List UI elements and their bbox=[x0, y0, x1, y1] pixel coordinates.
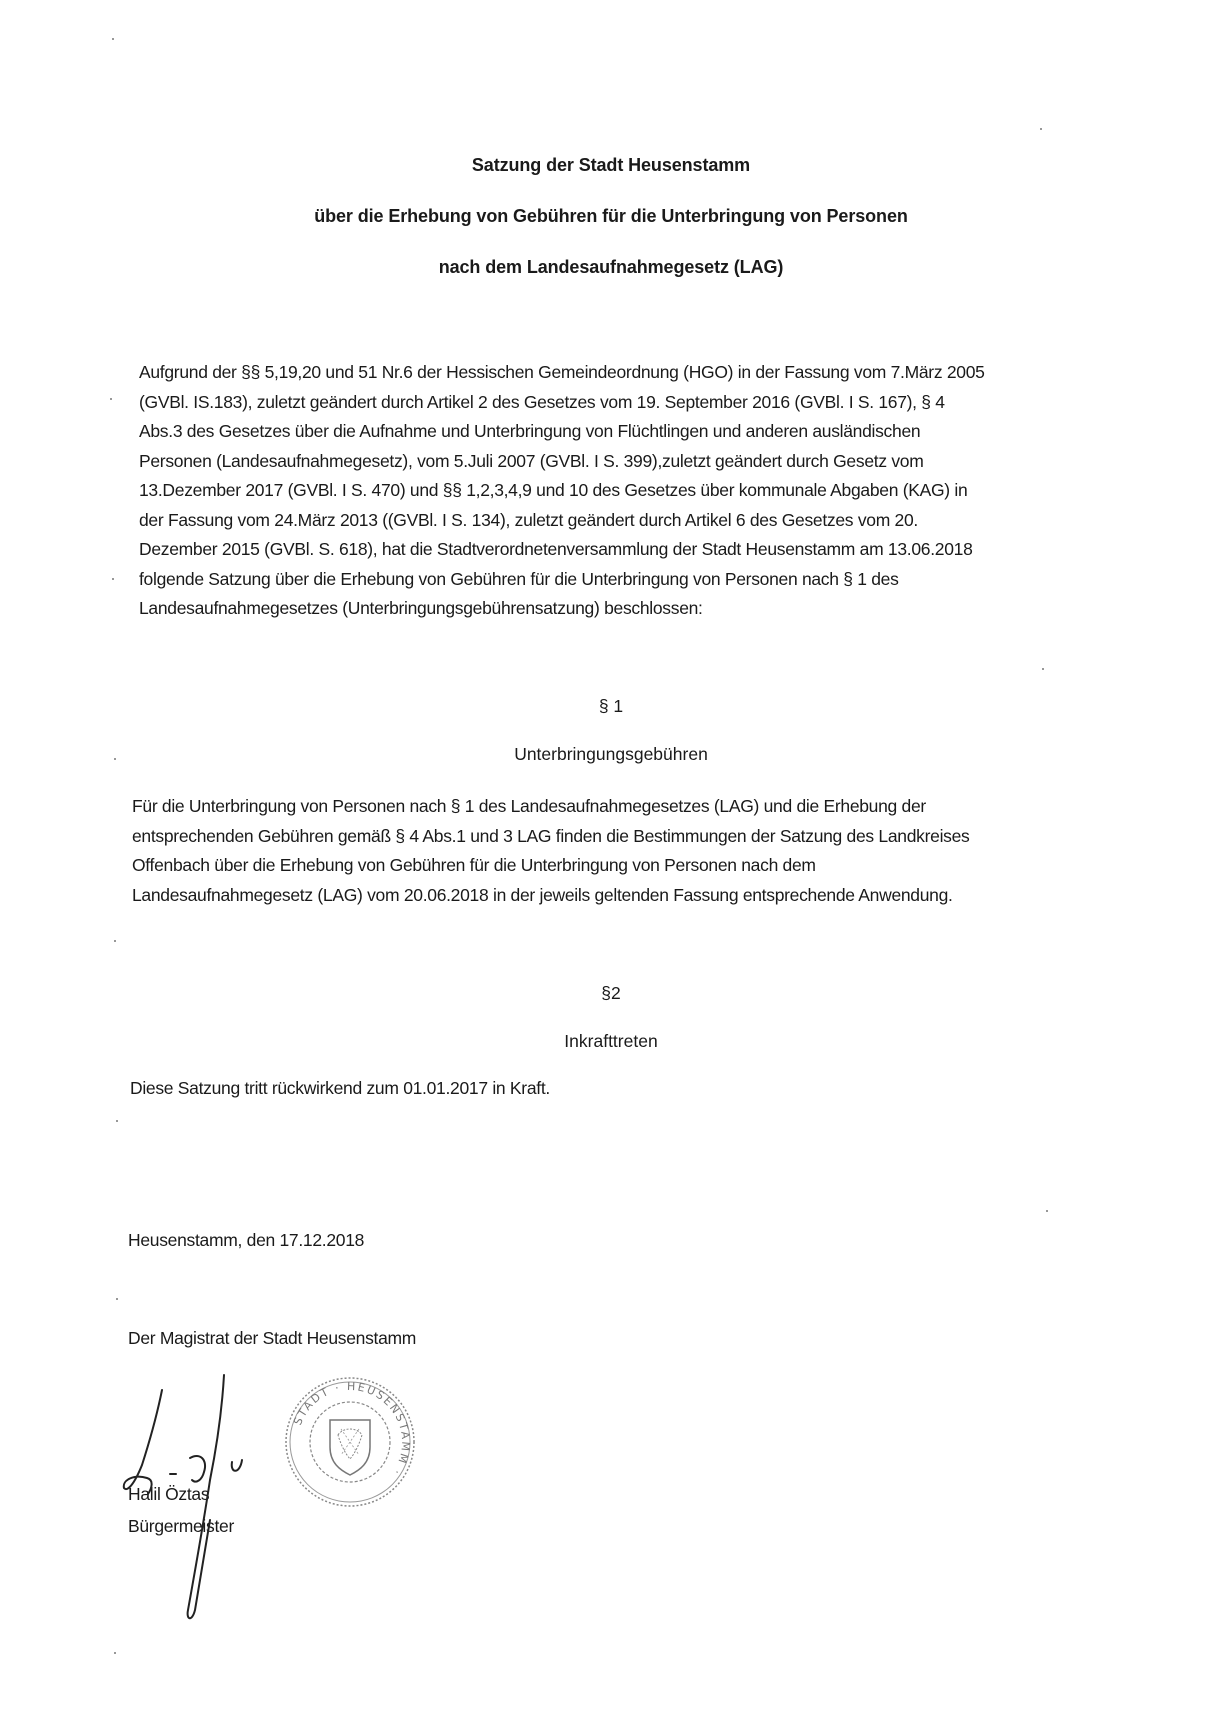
preamble-line: folgende Satzung über die Erhebung von Gebühren für die Unterbringung von Personen nach § 1 des bbox=[139, 568, 899, 589]
signatory-role: Bürgermeister bbox=[128, 1516, 234, 1536]
preamble-line: Landesaufnahmegesetzes (Unterbringungsgebührensatzung) beschlossen: bbox=[139, 598, 703, 618]
scan-speck bbox=[116, 1298, 118, 1300]
title-line-3: nach dem Landesaufnahmegesetz (LAG) bbox=[438, 257, 784, 277]
scan-speck bbox=[114, 940, 116, 942]
section-2-number: §2 bbox=[601, 983, 621, 1003]
scan-speck bbox=[110, 398, 112, 400]
section-1-line: entsprechenden Gebühren gemäß § 4 Abs.1 und 3 LAG finden die Bestimmungen der Satzung des Landkreises bbox=[132, 825, 970, 846]
scan-speck bbox=[112, 578, 114, 580]
section-1-line: Landesaufnahmegesetz (LAG) vom 20.06.2018 in der jeweils geltenden Fassung entsprechende Anwendung. bbox=[132, 884, 953, 905]
scan-speck bbox=[114, 1652, 116, 1654]
title-line-1: Satzung der Stadt Heusenstamm bbox=[471, 155, 751, 175]
preamble-line: 13.Dezember 2017 (GVBl. I S. 470) und §§ 1,2,3,4,9 und 10 des Gesetzes über kommunale Abgaben (KAG) in bbox=[139, 480, 968, 500]
preamble-line: Personen (Landesaufnahmegesetz), vom 5.Juli 2007 (GVBl. I S. 399),zuletzt geändert durch Gesetz vom bbox=[139, 450, 924, 471]
scan-speck bbox=[116, 1120, 118, 1122]
section-1-number: § 1 bbox=[598, 696, 624, 716]
section-2-paragraph: Diese Satzung tritt rückwirkend zum 01.01.2017 in Kraft. bbox=[130, 1078, 550, 1098]
preamble-line: Dezember 2015 (GVBl. S. 618), hat die Stadtverordnetenversammlung der Stadt Heusenstamm am 13.06.2018 bbox=[139, 539, 973, 559]
issuing-authority: Der Magistrat der Stadt Heusenstamm bbox=[128, 1328, 417, 1348]
preamble-line: Abs.3 des Gesetzes über die Aufnahme und Unterbringung von Flüchtlingen und anderen ausländischen bbox=[139, 421, 921, 441]
scan-speck bbox=[1042, 668, 1044, 670]
preamble-line: Aufgrund der §§ 5,19,20 und 51 Nr.6 der Hessischen Gemeindeordnung (HGO) in der Fassung vom 7.März 2005 bbox=[139, 362, 985, 382]
scan-speck bbox=[1046, 1210, 1048, 1212]
preamble-line: der Fassung vom 24.März 2013 ((GVBl. I S. 134), zuletzt geändert durch Artikel 6 des Gesetzes vom 20. bbox=[139, 509, 918, 530]
official-seal bbox=[283, 1375, 417, 1509]
preamble-line: (GVBl. IS.183), zuletzt geändert durch Artikel 2 des Gesetzes vom 19. September 2016 (GVBl. I S. 167), § 4 bbox=[139, 391, 945, 412]
scan-speck bbox=[1040, 128, 1042, 130]
scan-speck bbox=[112, 38, 114, 40]
place-date: Heusenstamm, den 17.12.2018 bbox=[128, 1230, 365, 1250]
preamble-paragraph bbox=[139, 358, 1139, 624]
section-1-line: Für die Unterbringung von Personen nach § 1 des Landesaufnahmegesetzes (LAG) und die Erhebung der bbox=[132, 796, 926, 816]
section-1-line: Offenbach über die Erhebung von Gebühren für die Unterbringung von Personen nach dem bbox=[132, 855, 816, 875]
title-line-2: über die Erhebung von Gebühren für die Unterbringung von Personen bbox=[314, 206, 908, 226]
section-2-heading: Inkrafttreten bbox=[564, 1031, 658, 1051]
section-1-paragraph bbox=[132, 792, 1142, 910]
scan-speck bbox=[114, 758, 116, 760]
section-1-heading: Unterbringungsgebühren bbox=[514, 744, 708, 764]
svg-text:STADT · HEUSENSTAMM ·: STADT · HEUSENSTAMM · bbox=[291, 1379, 413, 1479]
handwritten-signature bbox=[112, 1370, 262, 1630]
signatory-name: Halil Öztas bbox=[128, 1484, 210, 1504]
